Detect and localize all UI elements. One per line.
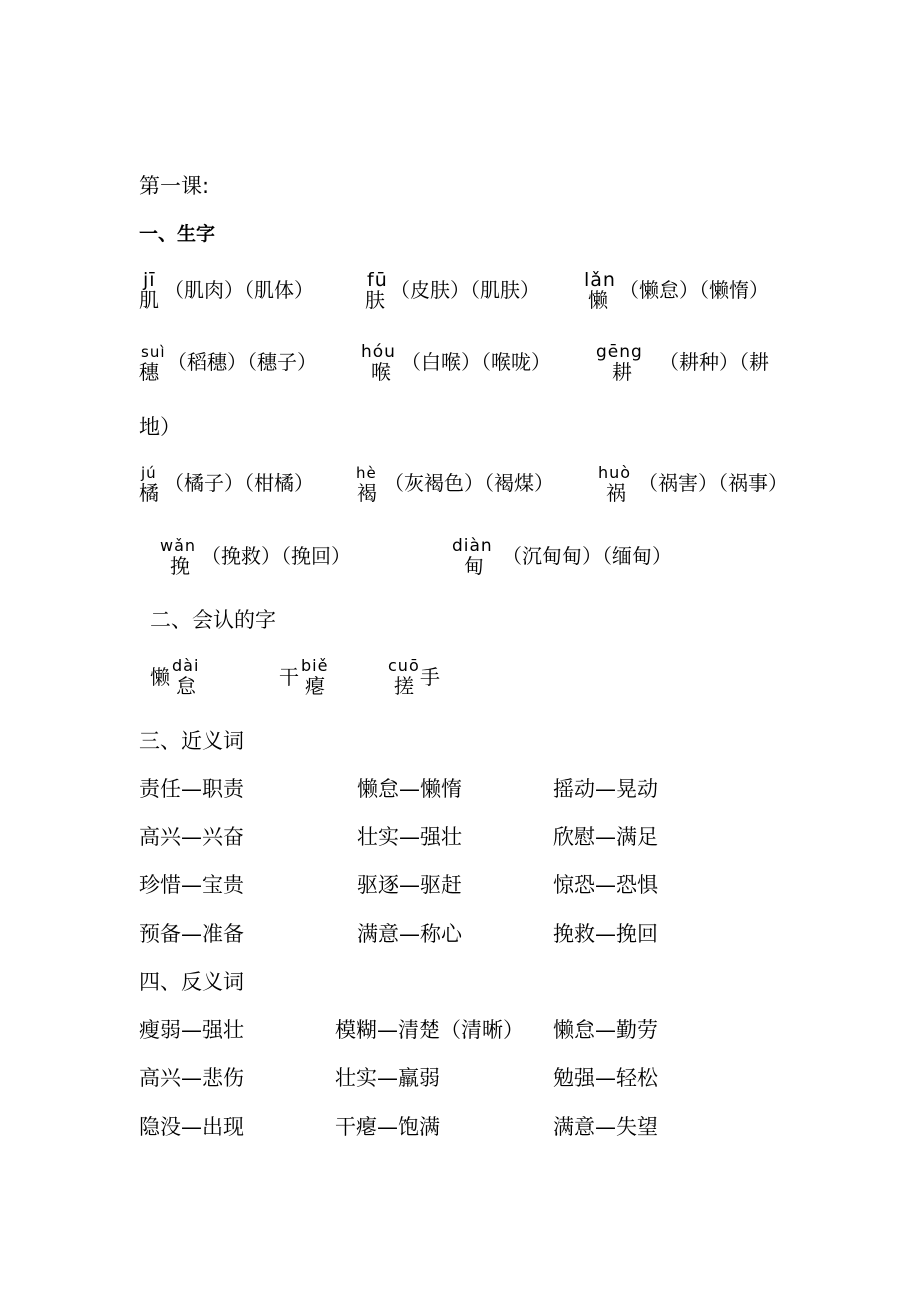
- antonym-pair: 壮实—羸弱: [335, 1066, 440, 1090]
- synonym-pair: 懒怠—懒惰: [357, 777, 462, 801]
- pinyin: dài: [172, 656, 200, 675]
- example-words: （稻穗）（穗子）: [167, 350, 317, 374]
- suffix-char: 手: [420, 665, 440, 689]
- character: 搓: [394, 674, 414, 698]
- pinyin: gēng: [596, 342, 643, 362]
- character: 穗: [139, 360, 159, 384]
- character: 喉: [371, 360, 391, 384]
- antonym-pair: 懒怠—勤劳: [553, 1018, 658, 1042]
- section-title-recognize-characters: 二、会认的字: [150, 608, 276, 632]
- character: 肌: [139, 288, 159, 312]
- example-words: （橘子）（柑橘）: [164, 471, 314, 495]
- synonym-pair: 责任—职责: [139, 777, 244, 801]
- synonym-pair: 摇动—晃动: [553, 777, 658, 801]
- synonym-pair: 满意—称心: [357, 922, 462, 946]
- pinyin: lǎn: [584, 269, 616, 291]
- character: 挽: [170, 554, 190, 578]
- lesson-title: 第一课:: [139, 174, 210, 198]
- antonym-pair: 瘦弱—强壮: [139, 1018, 244, 1042]
- example-words: （沉甸甸）（缅甸）: [502, 544, 672, 568]
- pinyin: diàn: [452, 536, 493, 556]
- example-words: （灰褐色）（褐煤）: [384, 471, 554, 495]
- section-title-antonyms: 四、反义词: [139, 970, 244, 994]
- character: 橘: [139, 481, 159, 505]
- synonym-pair: 欣慰—满足: [553, 825, 658, 849]
- pinyin: fū: [367, 269, 388, 291]
- pinyin: suì: [141, 343, 166, 361]
- pinyin: hè: [356, 464, 377, 482]
- character: 祸: [606, 481, 626, 505]
- example-words: （懒怠）（懒惰）: [619, 278, 769, 302]
- pinyin: jú: [141, 464, 157, 482]
- antonym-pair: 高兴—悲伤: [139, 1066, 244, 1090]
- antonym-pair: 隐没—出现: [139, 1115, 244, 1139]
- section-title-new-characters: 一、生字: [139, 223, 216, 245]
- pinyin: wǎn: [160, 536, 197, 555]
- character: 瘪: [305, 674, 325, 698]
- example-words: （挽救）（挽回）: [201, 544, 351, 568]
- pinyin: huò: [598, 463, 632, 482]
- synonym-pair: 高兴—兴奋: [139, 825, 244, 849]
- pinyin: jī: [143, 269, 156, 291]
- character: 褐: [357, 481, 377, 505]
- character: 怠: [176, 674, 196, 698]
- pinyin: biě: [301, 656, 329, 675]
- example-words: （皮肤）（肌肤）: [390, 278, 540, 302]
- example-words: （肌肉）（肌体）: [164, 278, 314, 302]
- antonym-pair: 模糊—清楚（清晰）: [335, 1018, 524, 1042]
- synonym-pair: 珍惜—宝贵: [139, 873, 244, 897]
- character: 懒: [588, 288, 608, 312]
- synonym-pair: 预备—准备: [139, 922, 244, 946]
- synonym-pair: 壮实—强壮: [357, 825, 462, 849]
- example-words: （耕种）（耕: [659, 350, 769, 374]
- section-title-synonyms: 三、近义词: [139, 729, 244, 753]
- pinyin: cuō: [388, 656, 420, 675]
- example-words: （祸害）（祸事）: [638, 471, 788, 495]
- character: 甸: [464, 554, 484, 578]
- antonym-pair: 勉强—轻松: [553, 1066, 658, 1090]
- antonym-pair: 干瘪—饱满: [335, 1115, 440, 1139]
- synonym-pair: 惊恐—恐惧: [553, 873, 658, 897]
- antonym-pair: 满意—失望: [553, 1115, 658, 1139]
- prefix-char: 懒: [150, 665, 170, 689]
- wrapped-words: 地）: [139, 415, 181, 439]
- example-words: （白喉）（喉咙）: [401, 350, 551, 374]
- prefix-char: 干: [279, 665, 299, 689]
- synonym-pair: 驱逐—驱赶: [357, 873, 462, 897]
- pinyin: hóu: [361, 342, 396, 362]
- synonym-pair: 挽救—挽回: [553, 922, 658, 946]
- character: 肤: [365, 288, 385, 312]
- character: 耕: [612, 360, 632, 384]
